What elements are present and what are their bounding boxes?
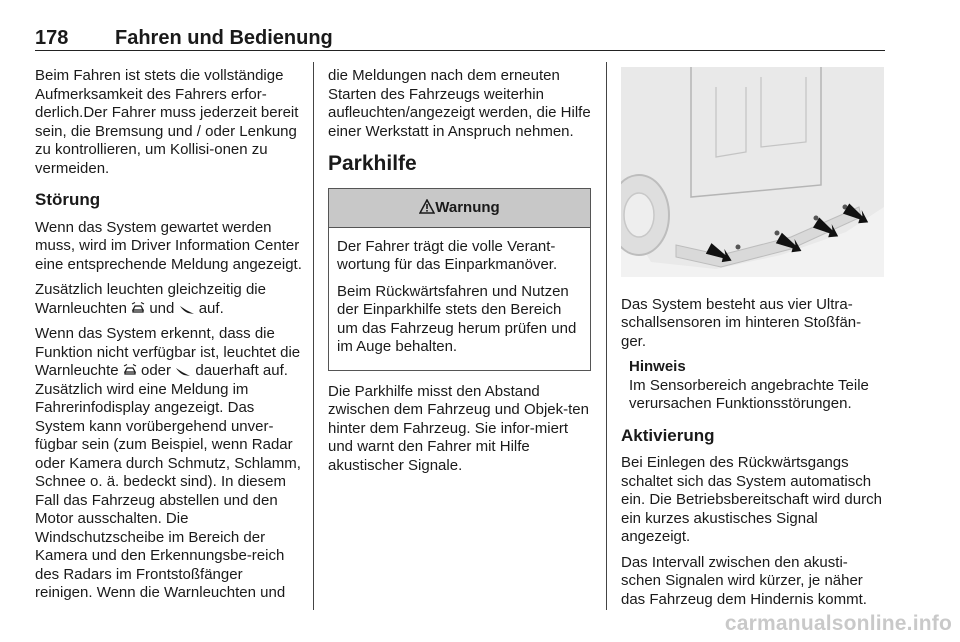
continuation-paragraph: die Meldungen nach dem erneuten Starten des Fahrzeugs weiterhin aufleuchten/angezeigt werden, die Hilfe einer Werkstatt in Anspruch nehmen.: [328, 67, 591, 140]
note-text: Im Sensorbereich angebrachte Teile verursachen Funktionsstörungen.: [629, 376, 869, 412]
section-heading-aktivierung: Aktivierung: [621, 425, 715, 445]
parkhilfe-paragraph: Die Parkhilfe misst den Abstand zwischen dem Fahrzeug und Objek-ten hinter dem Fahrzeug. Sie infor-miert und warnt den Fahrer mit Hilfe akustischer Signale.: [328, 382, 589, 474]
column-divider: [313, 62, 314, 610]
car-sensor-icon: [131, 302, 145, 315]
note-title: Hinweis: [629, 358, 686, 375]
intro-paragraph: Beim Fahren ist stets die vollständige Aufmerksamkeit des Fahrers erfor-derlich.Der Fahrer muss jederzeit bereit sein, die Bremsung und / oder Lenkung zu kontrollieren, um Kollisi-onen zu vermeiden.: [35, 67, 299, 177]
text-fragment: und: [149, 299, 175, 317]
text-fragment: Zusätzlich leuchten gleichzeitig die Warnleuchten: [35, 281, 266, 317]
interval-paragraph: Das Intervall zwischen den akusti-schen Signalen wird kürzer, je näher das Fahrzeug dem Hindernis kommt.: [621, 553, 867, 608]
malfunction-paragraph: Wenn das System gewartet werden muss, wird im Driver Information Center eine entsprechende Meldung angezeigt.: [35, 218, 302, 273]
warning-text: Beim Rückwärtsfahren und Nutzen der Einparkhilfe stets den Bereich um das Fahrzeug herum prüfen und im Auge behalten.: [337, 282, 577, 355]
watermark: carmanualsonline.info: [724, 612, 952, 635]
section-heading-stoerung: Störung: [35, 190, 101, 209]
unavailable-paragraph: [35, 325, 303, 603]
column-1: [35, 67, 303, 610]
warning-text: Der Fahrer trägt die volle Verant-wortung für das Einparkmanöver.: [337, 237, 558, 273]
warning-box: [328, 188, 591, 371]
sensors-paragraph: Das System besteht aus vier Ultra-schallsensoren im hinteren Stoßfän-ger.: [621, 295, 862, 350]
warning-box-header: [329, 189, 590, 228]
warning-lights-paragraph: [35, 281, 303, 318]
page-number: 178: [35, 27, 69, 49]
collision-alert-icon: [175, 365, 191, 377]
rear-sensors-illustration: [621, 67, 884, 277]
column-2: [328, 67, 591, 482]
column-divider: [606, 62, 607, 610]
text-fragment: Wenn das System erkennt, dass die Funktion nicht verfügbar ist, leuchtet die Warnleuchte: [35, 325, 301, 379]
text-fragment: auf.: [198, 299, 224, 317]
page-header: [35, 22, 885, 50]
car-sensor-icon: [123, 364, 137, 377]
running-title: Fahren und Bedienung: [115, 27, 333, 49]
warning-triangle-icon: [419, 199, 435, 214]
warning-box-body: [329, 228, 590, 370]
header-rule: [35, 50, 885, 51]
note-box: [629, 358, 886, 414]
collision-alert-icon: [179, 303, 195, 315]
section-heading-parkhilfe: Parkhilfe: [328, 152, 417, 175]
activation-paragraph: Bei Einlegen des Rückwärtsgangs schaltet sich das System automatisch ein. Die Betriebsbereitschaft wird durch ein kurzes akustisches Signal angezeigt.: [621, 454, 882, 545]
text-fragment: oder: [141, 362, 172, 379]
column-3: [621, 67, 886, 616]
text-fragment: dauerhaft auf. Zusätzlich wird eine Meldung im Fahrerinfodisplay angezeigt. Das System kann vorübergehend unver-fügbar sein (zum Beispiel, wenn Radar oder Kamera durch Schmutz, Schlamm, Schnee o. ä. bedeckt sind). In diesem Fall das Fahrzeug abstellen und den Motor ausschalten. Die Windschutzscheibe im Bereich der Kamera und den Erkennungsbe-reich des Radars im Frontstoßfänger reinigen. Wenn die Warnleuchten und: [35, 362, 301, 601]
warning-title: Warnung: [435, 198, 500, 216]
